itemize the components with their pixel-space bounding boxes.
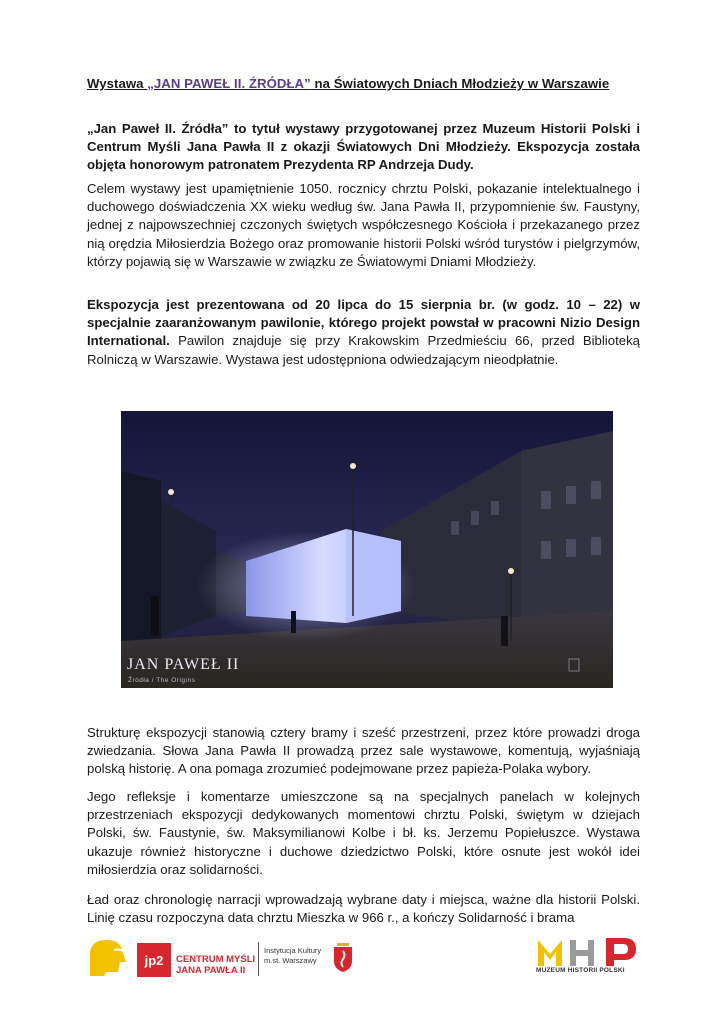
culture-institution-line1: Instytucja Kultury	[264, 946, 322, 955]
intro-paragraph: „Jan Paweł II. Źródła” to tytuł wystawy przygotowanej przez Muzeum Historii Polski i Centrum Myśli Jana Pawła II z okazji Światowych Dni Młodzieży. Ekspozycja została objęta honorowym patronatem Prezydenta RP Andrzeja Dudy.	[87, 121, 640, 173]
title-exhibition-name: „JAN PAWEŁ II. ŹRÓDŁA”	[147, 76, 311, 91]
structure-paragraph: Strukturę ekspozycji stanowią cztery bramy i sześć przestrzeni, przez które prowadzi droga zwiedzania. Słowa Jana Pawła II prowadzą przez sale wystawowe, komentują, wyjaśniają polską historię. A ona pomaga zrozumieć podejmowane przez papieża-Polaka wybory.	[87, 725, 640, 777]
culture-institution-text	[264, 946, 321, 966]
title-suffix: na Światowych Dniach Młodzieży w Warszawie	[310, 76, 610, 91]
timeline-paragraph: Ład oraz chronologię narracji wprowadzają wybrane daty i miejsca, ważne dla historii Polski. Linię czasu rozpoczyna data chrztu Mieszka w 966 r., a kończy Solidarność i brama	[87, 892, 640, 926]
document-title	[87, 76, 640, 91]
cmjp-line2: JANA PAWŁA II	[176, 965, 246, 976]
museum-history-poland-logo-icon	[536, 934, 640, 968]
jp2-badge-text: jp2	[144, 952, 164, 968]
title-prefix: Wystawa	[87, 76, 148, 91]
dates-rest-text: Pawilon znajduje się przy Krakowskim Przedmieściu 66, przed Biblioteką Rolniczą w Warszawie. Wystawa jest udostępniona odwiedzającym nieodpłatnie.	[87, 333, 640, 367]
pavilion-photo	[121, 411, 613, 688]
pavilion-night-scene	[121, 411, 613, 688]
photo-caption-title: JAN PAWEŁ II	[127, 656, 240, 673]
jp2-logo-badge	[137, 943, 171, 977]
warsaw-coat-of-arms-icon	[332, 941, 354, 973]
goals-paragraph: Celem wystawy jest upamiętnienie 1050. rocznicy chrztu Polski, pokazanie intelektualnego i duchowego doświadczenia XX wieku według św. Jana Pawła II, przypomnienie św. Faustyny, jednej z najpowszechniej czczonych świętych współczesnego Kościoła i przekazanego przez nią orędzia Miłosierdzia Bożego oraz promowanie historii Polski wśród turystów i pielgrzymów, którzy pojawią się w Warszawie w związku ze Światowymi Dniami Młodzieży.	[87, 181, 640, 269]
cmjp-line1: CENTRUM MYŚLI	[176, 954, 256, 965]
logo-divider	[258, 942, 259, 976]
yellow-head-logo-icon	[86, 938, 128, 978]
reflections-paragraph: Jego refleksje i komentarze umieszczone są na specjalnych panelach w kolejnych przestrzeniach ekspozycji dedykowanych momentowi chrztu Polski, świętym w dziejach Polski, św. Faustynie, św. Maksymilianowi Kolbe i bł. ks. Jerzemu Popiełuszce. Wystawa ukazuje również historyczne i duchowe dziedzictwo Polski, które osnute jest wokół idei miłosierdzia oraz solidarności.	[87, 789, 640, 877]
dates-paragraph	[87, 296, 640, 369]
culture-institution-line2: m.st. Warszawy	[264, 956, 317, 965]
museum-history-poland-text: MUZEUM HISTORII POLSKI	[536, 967, 625, 974]
photo-caption-subtitle: Źródła / The Origins	[128, 677, 196, 684]
dates-bold-text: Ekspozycja jest prezentowana od 20 lipca do 15 sierpnia br. (w godz. 10 – 22) w specjalnie zaaranżowanym pawilonie, którego projekt powstał w pracowni Nizio Design International.	[87, 297, 640, 349]
cmjp-logo-text	[176, 954, 255, 976]
